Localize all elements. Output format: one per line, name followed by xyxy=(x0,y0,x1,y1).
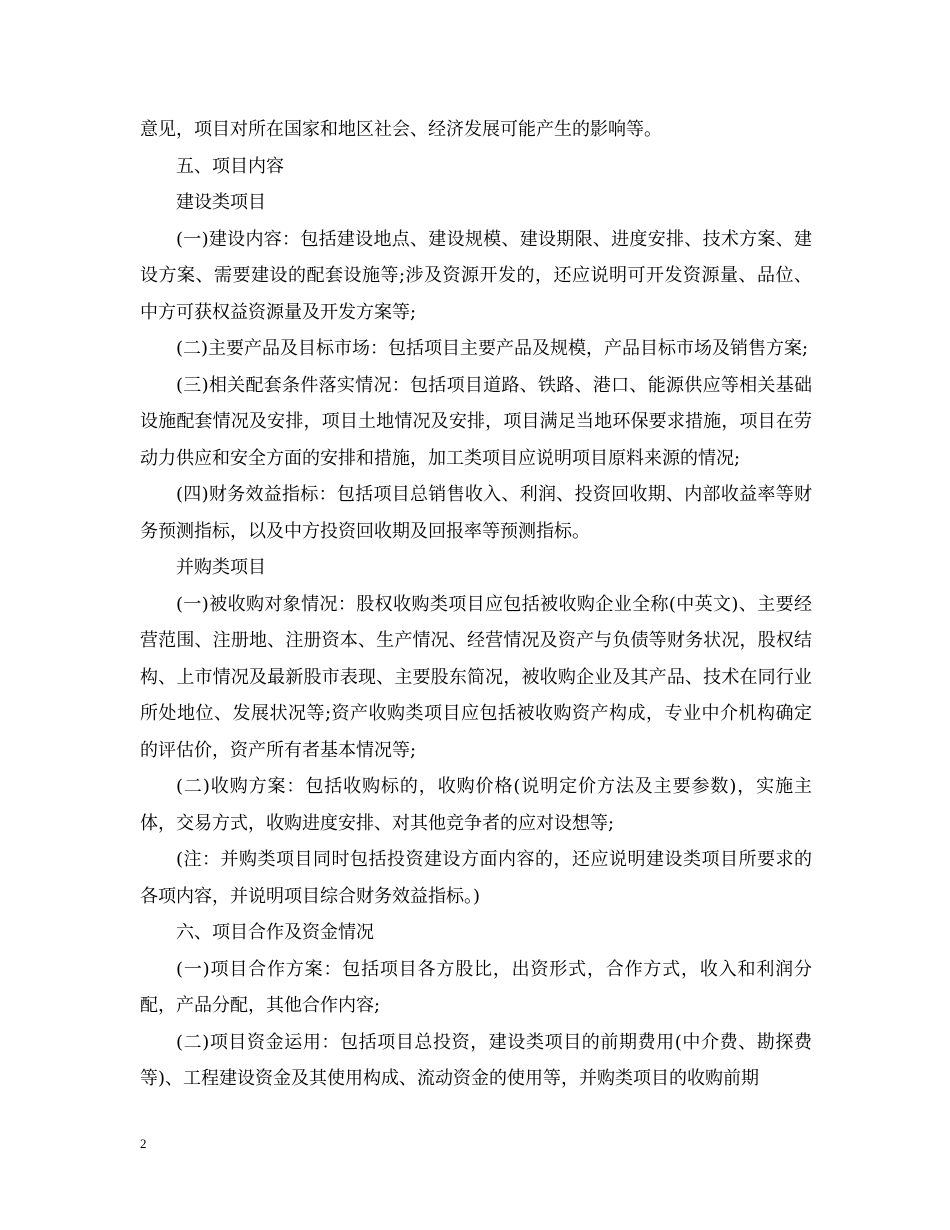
paragraph-1: 意见，项目对所在国家和地区社会、经济发展可能产生的影响等。 xyxy=(140,119,662,140)
paragraph-construction-content: (一)建设内容：包括建设地点、建设规模、建设期限、进度安排、技术方案、建设方案、需要建设的配套设施等;涉及资源开发的，还应说明可开发资源量、品位、中方可获权益资源量及开发方案等; xyxy=(140,228,812,323)
paragraph-supporting-conditions: (三)相关配套条件落实情况：包括项目道路、铁路、港口、能源供应等相关基础设施配套情况及安排，项目土地情况及安排，项目满足当地环保要求措施，项目在劳动力供应和安全方面的安排和措施，加工类项目应说明项目原料来源的情况; xyxy=(140,374,812,469)
subheading-mna-projects: 并购类项目 xyxy=(176,557,266,578)
paragraph-fund-usage: (二)项目资金运用：包括项目总投资，建设类项目的前期费用(中介费、勘探费等)、工程建设资金及其使用构成、流动资金的使用等，并购类项目的收购前期 xyxy=(140,1031,812,1089)
page-number: 2 xyxy=(140,1136,147,1151)
document-body xyxy=(140,112,812,1098)
paragraph-acquisition-plan: (二)收购方案：包括收购标的，收购价格(说明定价方法及主要参数)，实施主体，交易方式，收购进度安排、对其他竞争者的应对设想等; xyxy=(140,776,812,834)
section-heading-5: 五、项目内容 xyxy=(176,155,284,177)
paragraph-financial-indicators: (四)财务效益指标：包括项目总销售收入、利润、投资回收期、内部收益率等财务预测指标，以及中方投资回收期及回报率等预测指标。 xyxy=(140,484,812,542)
paragraph-acquisition-target: (一)被收购对象情况：股权收购类项目应包括被收购企业全称(中英文)、主要经营范围、注册地、注册资本、生产情况、经营情况及资产与负债等财务状况，股权结构、上市情况及最新股市表现、主要股东简况，被收购企业及其产品、技术在同行业所处地位、发展状况等;资产收购类项目应包括被收购资产构成，专业中介机构确定的评估价，资产所有者基本情况等; xyxy=(140,593,812,761)
paragraph-main-products: (二)主要产品及目标市场：包括项目主要产品及规模，产品目标市场及销售方案; xyxy=(176,338,809,359)
paragraph-cooperation-plan: (一)项目合作方案：包括项目各方股比，出资形式，合作方式，收入和利润分配，产品分配，其他合作内容; xyxy=(140,958,812,1016)
section-heading-6: 六、项目合作及资金情况 xyxy=(176,922,374,943)
subheading-construction-projects: 建设类项目 xyxy=(176,192,266,213)
paragraph-note: (注：并购类项目同时包括投资建设方面内容的，还应说明建设类项目所要求的各项内容，并说明项目综合财务效益指标。) xyxy=(140,849,812,907)
